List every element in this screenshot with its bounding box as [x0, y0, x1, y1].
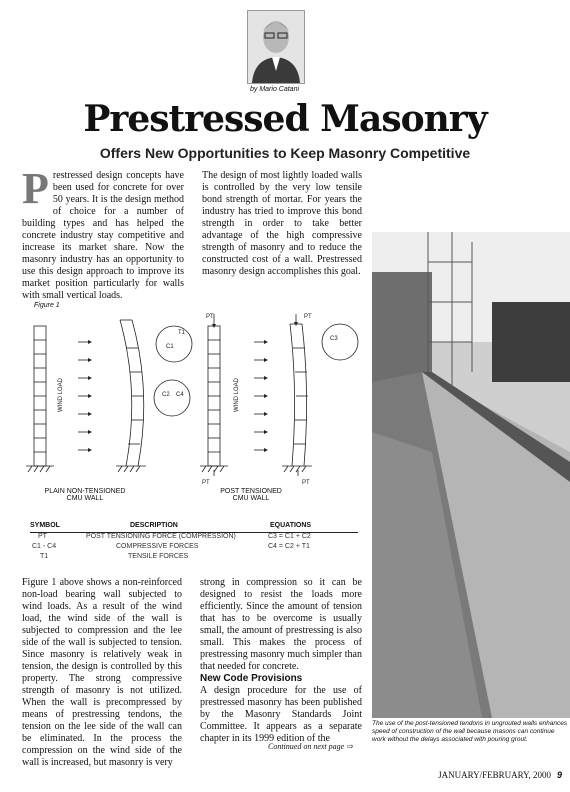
page-number: 9 — [556, 770, 562, 780]
intro-column-1 — [22, 164, 184, 302]
stress-label-c3: C3 — [330, 336, 338, 342]
photo-caption: The use of the post-tensioned tendons in ungrouted walls enhances speed of construction of the wall because masons can continue work without the delays associated with pouring grout. — [372, 720, 568, 743]
continued-note — [268, 742, 353, 751]
row-equation: C4 = C2 + T1 — [268, 543, 310, 550]
continued-text: Continued on next page — [268, 742, 345, 751]
body-column-1: Figure 1 above shows a non-reinforced non-load bearing wall subjected to wind loads. As a result of the wind load, the wind side of the wall is subjected to compression and the lee side of the wall is subjected to tension. Since masonry is relatively weak in tension, the design is controlled by this property. The strong compressive strength of masonry is not utilized. When the wall is precompressed by means of prestressing tendons, the tension on the lee side of the wall can be eliminated. In the process the compression on the wind side of the wall is increased, but masonry is very — [22, 577, 182, 768]
symbol-table — [30, 522, 358, 563]
caption-plain-wall: PLAIN NON-TENSIONED CMU WALL — [44, 488, 126, 502]
stress-label-c2: C2 — [162, 392, 170, 398]
body-text-2b: A design procedure for the use of prestressed masonry has been published by the Masonry Standards Joint Committee. It appears as a separate chapter in its 1999 edition of the — [200, 685, 362, 744]
wind-load-label-right: WIND LOAD — [234, 377, 240, 412]
article-subtitle: Offers New Opportunities to Keep Masonry Competitive — [99, 145, 471, 161]
issue-date: JANUARY/FEBRUARY, 2000 — [438, 770, 551, 780]
byline: by Mario Catani — [250, 86, 300, 93]
intro-text-1: restressed design concepts have been used for concrete for over 50 years. It is the design method of choice for a number of building types and has helped the concrete industry stay competitive and increase its market share. Now the masonry industry has an opportunity to use this design approach to improve its market position particularly for walls with small vertical loads. — [22, 170, 184, 301]
stress-label-c1: C1 — [166, 344, 174, 350]
article-title: Prestressed Masonry — [83, 98, 487, 140]
stress-label-t1: T1 — [178, 330, 186, 336]
page-footer — [386, 770, 562, 780]
header-description: DESCRIPTION — [130, 522, 178, 529]
intro-column-2: The design of most lightly loaded walls is controlled by the very low tensile bond strength of mortar. For years the industry has tried to improve this bond strength in order to take better advantage of the high compressive strength of masonry and to reduce the constructed cost of a wall. Prestressed masonry design accomplishes this goal. — [202, 170, 362, 277]
table-row — [30, 533, 358, 543]
author-photo — [247, 10, 305, 84]
section-heading: New Code Provisions — [200, 673, 303, 684]
body-column-2 — [200, 577, 362, 745]
body-text-2a: strong in compression so it can be designed to resist the loads more efficiently. Since the amount of tension that has to be overcome is usually small, the amount of prestressing is also small. This makes the process of prestressing masonry much simpler than that needed for concrete. — [200, 577, 362, 672]
wind-load-label-left: WIND LOAD — [58, 377, 64, 412]
pt-label-bottom-2: PT — [302, 480, 310, 486]
construction-photo — [372, 232, 570, 718]
row-equation: C3 = C1 + C2 — [268, 533, 311, 540]
figure-label: Figure 1 — [34, 302, 60, 309]
row-description: TENSILE FORCES — [128, 553, 189, 560]
row-symbol: PT — [38, 533, 47, 540]
drop-cap: P — [22, 164, 49, 213]
pt-label-top-1: PT — [206, 314, 214, 320]
pt-label-top-2: PT — [304, 314, 312, 320]
pt-label-bottom-1: PT — [202, 480, 210, 486]
table-header — [30, 522, 358, 533]
row-symbol: C1 - C4 — [32, 543, 57, 550]
header-symbol: SYMBOL — [30, 522, 60, 529]
header-equations: EQUATIONS — [270, 522, 312, 529]
arrow-icon: ⇨ — [346, 742, 353, 751]
row-symbol: T1 — [40, 553, 49, 560]
table-row — [30, 543, 358, 553]
caption-post-tensioned-wall: POST TENSIONED CMU WALL — [220, 488, 282, 502]
table-row — [30, 553, 358, 563]
row-description: POST TENSIONING FORCE (COMPRESSION) — [86, 533, 236, 540]
row-description: COMPRESSIVE FORCES — [116, 543, 199, 550]
stress-label-c4: C4 — [176, 392, 184, 398]
